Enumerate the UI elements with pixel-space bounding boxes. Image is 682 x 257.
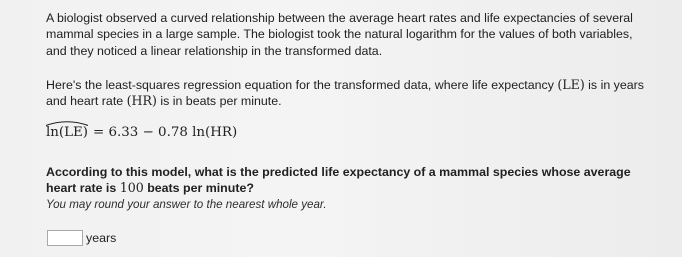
regression-equation [46, 125, 237, 140]
equation-lhs: ln(LE) [46, 125, 89, 140]
le-symbol: (LE) [557, 77, 585, 92]
answer-input[interactable] [47, 230, 83, 246]
equation-lhs-predicted [46, 125, 88, 140]
answer-unit: years [86, 231, 117, 245]
question-text [46, 164, 646, 197]
regression-description [46, 77, 646, 110]
rounding-hint: You may round your answer to the nearest whole year. [46, 198, 327, 211]
answer-row [47, 230, 116, 246]
question-text-2: beats per minute? [143, 181, 254, 196]
equation-rhs: = 6.33 − 0.78 ln(HR) [93, 125, 238, 140]
question-text-1: According to this model, what is the predicted life expectancy of a mammal species whose average heart rate is [46, 165, 631, 196]
hr-symbol: (HR) [126, 93, 157, 109]
regression-text-2: is in years and heart rate [46, 78, 644, 109]
regression-text-1: Here's the least-squares regression equation for the transformed data, where life expectancy [46, 78, 558, 92]
hat-accent [46, 119, 88, 126]
heart-rate-value: 100 [119, 180, 144, 196]
regression-text-3: is in beats per minute. [156, 94, 282, 109]
intro-paragraph: A biologist observed a curved relationship between the average heart rates and life expectancies of several mammal species in a large sample. The biologist took the natural logarithm for the values of both variables, and they noticed a linear relationship in the transformed data. [46, 11, 633, 58]
